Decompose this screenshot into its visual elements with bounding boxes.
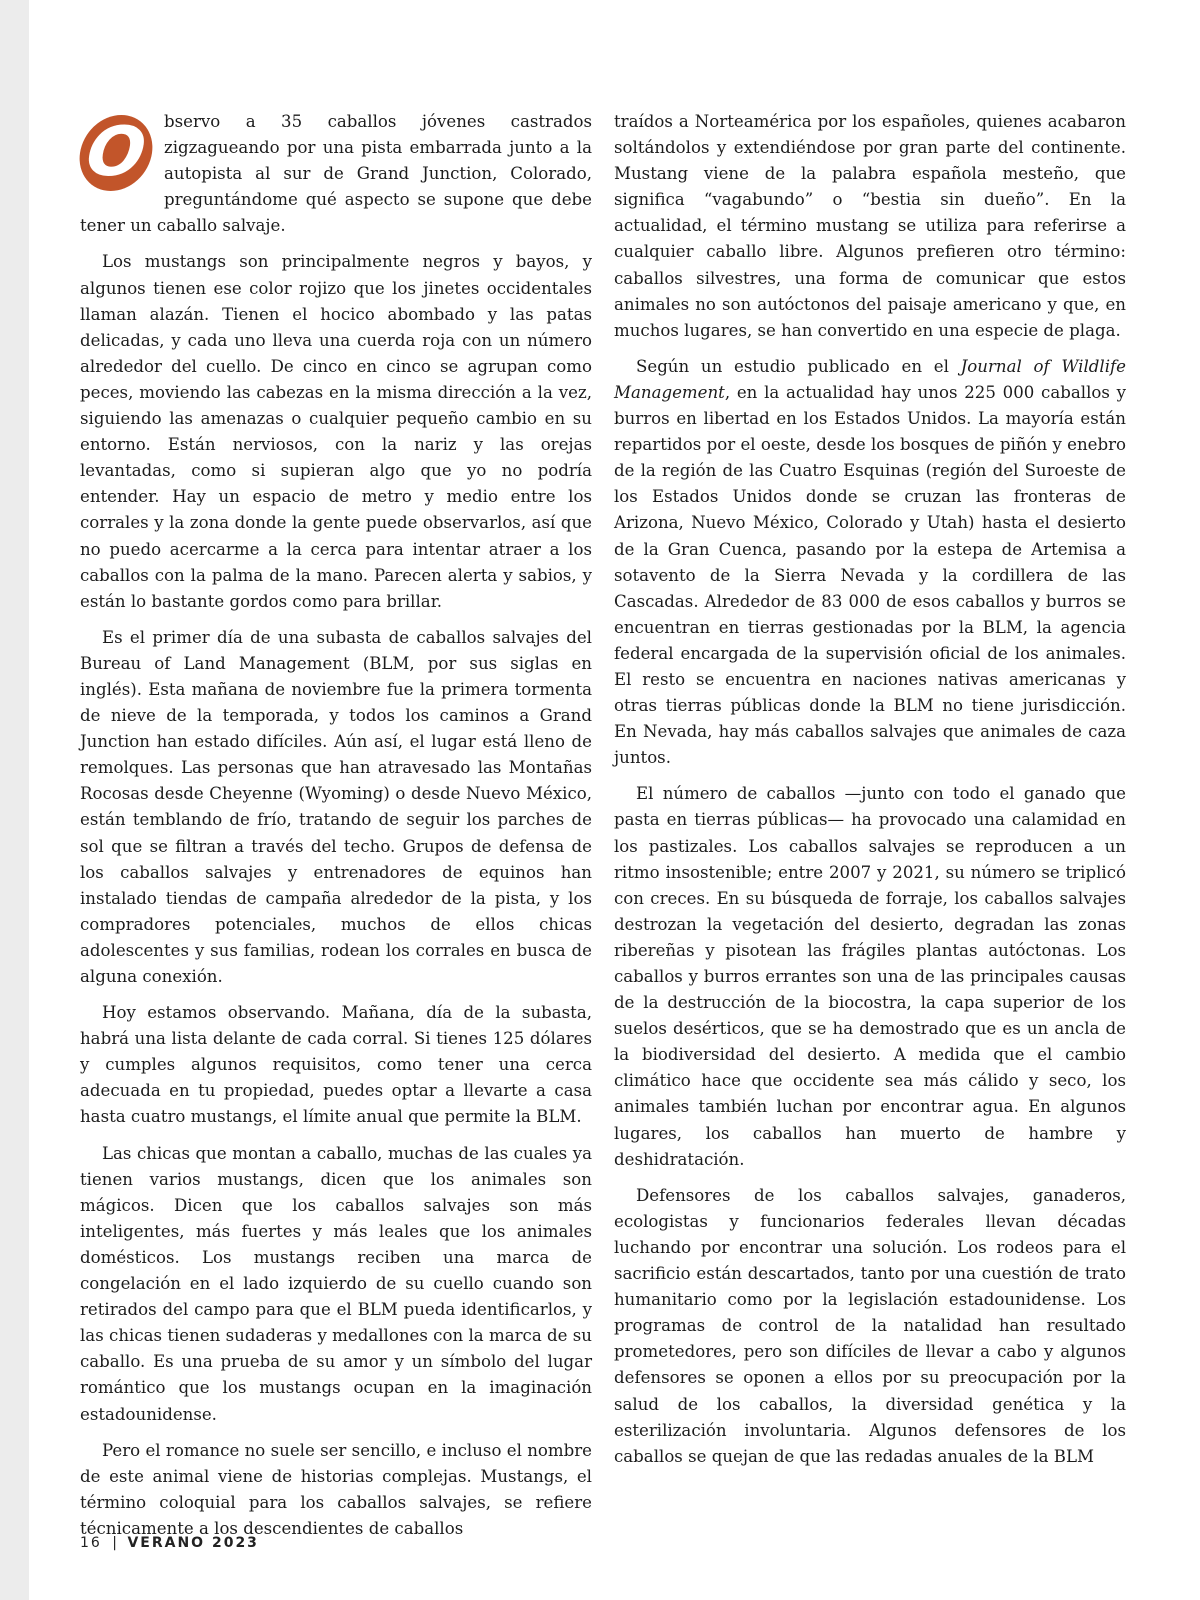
- paragraph-6: Pero el romance no suele ser sencillo, e incluso el nombre de este animal viene de historias complejas. Mustangs, el término coloquial para los caballos salvajes, se refiere técnicamente a los descendientes de caballos: [80, 1440, 592, 1538]
- paragraph-7-text: , en la actualidad hay unos 225 000 caballos y burros en libertad en los Estados Unidos. La mayoría están repartidos por el oeste, desde los bosques de piñón y enebro de la región de las Cuatro Esquinas (región del Suroeste de los Estados Unidos donde se cruzan las fronteras de Arizona, Nuevo México, Colorado y Utah) hasta el desierto de la Gran Cuenca, pasando por la estepa de Artemisa a sotavento de la Sierra Nevada y la cordillera de las Cascadas. Alrededor de 83 000 de esos caballos y burros se encuentran en tierras gestionadas por la BLM, la agencia federal encargada de la supervisión oficial de los animales. El resto se encuentra en naciones nativas americanas y otras tierras públicas donde la BLM no tiene jurisdicción. En Nevada, hay más caballos salvajes que animales de caza juntos.: [614, 382, 1126, 768]
- journal-name: Journal of Wildlife Management: [614, 356, 1126, 402]
- page-edge-shadow: [0, 0, 29, 1600]
- paragraph-7-intro: Según un estudio publicado en el: [636, 356, 961, 376]
- right-column: [614, 109, 1126, 1480]
- paragraph-2: Los mustangs son principalmente negros y bayos, y algunos tienen ese color rojizo que los jinetes occidentales llaman alazán. Tienen el hocico abombado y las patas delicadas, y cada uno lleva una cuerda roja con un número alrededor del cuello. De cinco en cinco se agrupan como peces, moviendo las cabezas en la misma dirección a la vez, siguiendo las amenazas o cualquier pequeño cambio en su entorno. Están nerviosos, con la nariz y las orejas levantadas, como si supieran algo que yo no podría entender. Hay un espacio de metro y medio entre los corrales y la zona donde la gente puede observarlos, así que no puedo acercarme a la cerca para intentar atraer a los caballos con la palma de la mano. Parecen alerta y sabios, y están lo bastante gordos como para brillar.: [80, 252, 592, 611]
- paragraph-3: Es el primer día de una subasta de caballos salvajes del Bureau of Land Management (BLM, por sus siglas en inglés). Esta mañana de noviembre fue la primera tormenta de nieve de la temporada, y todos los caminos a Grand Junction han estado difíciles. Aún así, el lugar está lleno de remolques. Las personas que han atravesado las Montañas Rocosas desde Cheyenne (Wyoming) o desde Nuevo México, están temblando de frío, tratando de seguir los parches de sol que se filtran a través del techo. Grupos de defensa de los caballos salvajes y entrenadores de equinos han instalado tiendas de campaña alrededor de la pista, y los compradores potenciales, muchos de ellos chicas adolescentes y sus familias, rodean los corrales en busca de alguna conexión.: [80, 627, 592, 986]
- page-number: 16: [80, 1535, 102, 1551]
- paragraph-6-continued: traídos a Norteamérica por los españoles, quienes acabaron soltándolos y extendiéndose por gran parte del continente. Mustang viene de la palabra española mesteño, que significa “vagabundo” o “bestia sin dueño”. En la actualidad, el término mustang se utiliza para referirse a cualquier caballo libre. Algunos prefieren otro término: caballos silvestres, una forma de comunicar que estos animales no son autóctonos del paisaje americano y que, en muchos lugares, se han convertido en una especie de plaga.: [614, 112, 1126, 340]
- issue-label: VERANO 2023: [127, 1535, 259, 1551]
- paragraph-9: Defensores de los caballos salvajes, ganaderos, ecologistas y funcionarios federales llevan décadas luchando por encontrar una solución. Los rodeos para el sacrificio están descartados, tanto por una cuestión de trato humanitario como por la legislación estadounidense. Los programas de control de la natalidad han resultado prometedores, pero son difíciles de llevar a cabo y algunos defensores se oponen a ellos por su preocupación por la salud de los caballos, la diversidad genética y la esterilización involuntaria. Algunos defensores de los caballos se quejan de que las redadas anuales de la BLM: [614, 1185, 1126, 1466]
- page-footer: [80, 1535, 259, 1551]
- paragraph-1: [80, 109, 592, 239]
- paragraph-1-text: bservo a 35 caballos jóvenes castrados zigzagueando por una pista embarrada junto a la autopista al sur de Grand Junction, Colorado, preguntándome qué aspecto se supone que debe tener un caballo salvaje.: [80, 112, 592, 236]
- footer-separator: |: [112, 1535, 117, 1551]
- drop-cap: O: [75, 115, 158, 191]
- paragraph-7: [614, 354, 1126, 772]
- paragraph-4: Hoy estamos observando. Mañana, día de la subasta, habrá una lista delante de cada corral. Si tienes 125 dólares y cumples algunos requisitos, como tener una cerca adecuada en tu propiedad, puedes optar a llevarte a casa hasta cuatro mustangs, el límite anual que permite la BLM.: [80, 1003, 592, 1127]
- left-column: [80, 109, 592, 1552]
- paragraph-8: El número de caballos —junto con todo el ganado que pasta en tierras públicas— ha provocado una calamidad en los pastizales. Los caballos salvajes se reproducen a un ritmo insostenible; entre 2007 y 2021, su número se triplicó con creces. En su búsqueda de forraje, los caballos salvajes destrozan la vegetación del desierto, degradan las zonas ribereñas y pisotean las frágiles plantas autóctonas. Los caballos y burros errantes son una de las principales causas de la destrucción de la biocostra, la capa superior de los suelos desérticos, que se ha demostrado que es un ancla de la biodiversidad del desierto. A medida que el cambio climático hace que occidente sea más cálido y seco, los animales también luchan por encontrar agua. En algunos lugares, los caballos han muerto de hambre y deshidratación.: [614, 784, 1126, 1169]
- paragraph-5: Las chicas que montan a caballo, muchas de las cuales ya tienen varios mustangs, dicen que los animales son mágicos. Dicen que los caballos salvajes son más inteligentes, más fuertes y más leales que los animales domésticos. Los mustangs reciben una marca de congelación en el lado izquierdo de su cuello cuando son retirados del campo para que el BLM pueda identificarlos, y las chicas tienen sudaderas y medallones con la marca de su caballo. Es una prueba de su amor y un símbolo del lugar romántico que los mustangs ocupan en la imaginación estadounidense.: [80, 1143, 592, 1424]
